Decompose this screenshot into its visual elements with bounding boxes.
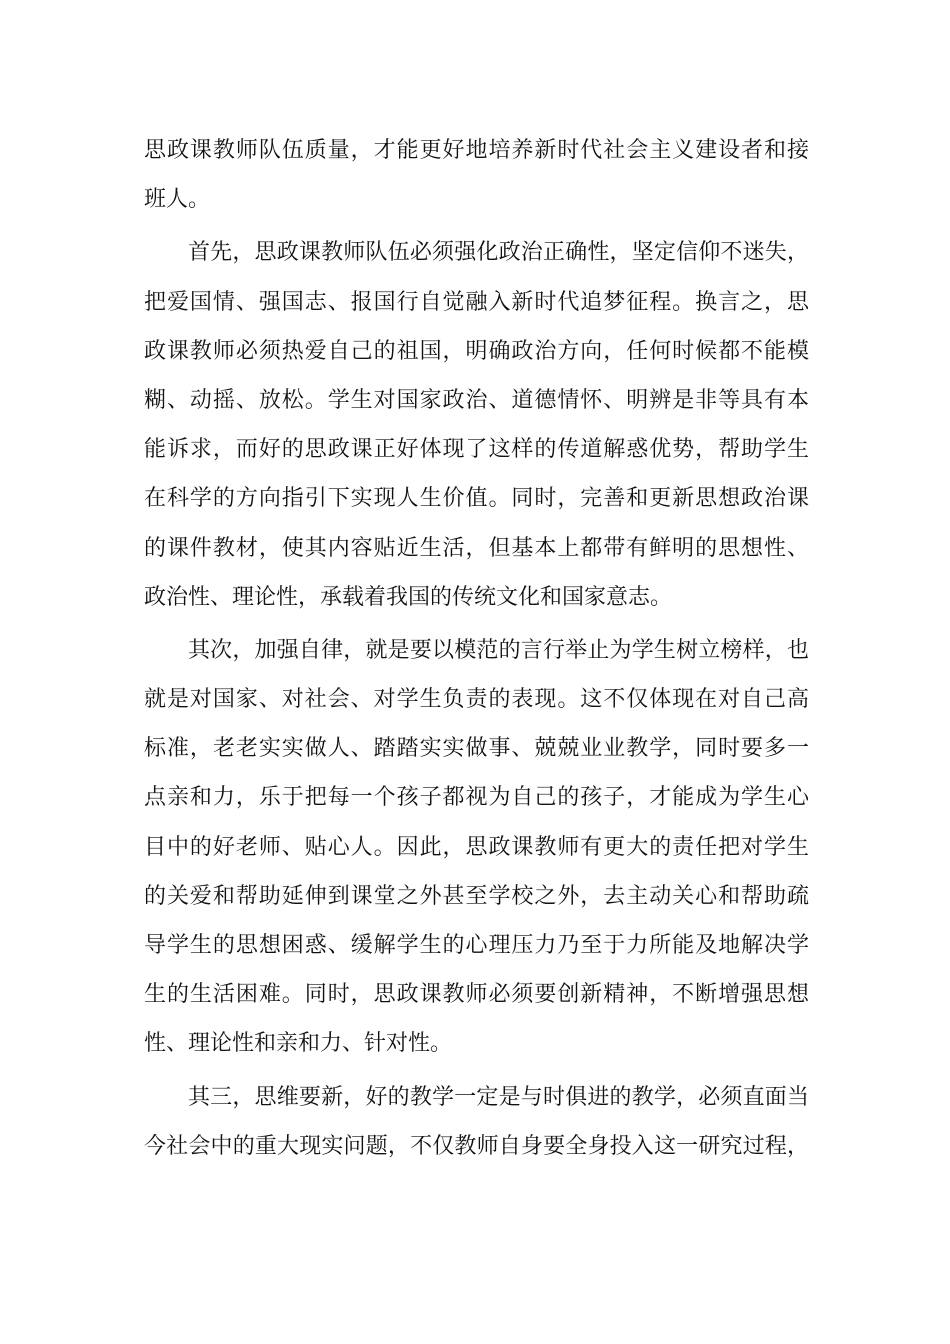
text-line: 点亲和力，乐于把每一个孩子都视为自己的孩子，才能成为学生心: [144, 785, 809, 811]
text-line: 性、理论性和亲和力、针对性。: [144, 1031, 453, 1057]
text-line: 糊、动摇、放松。学生对国家政治、道德情怀、明辨是非等具有本: [144, 387, 809, 413]
paragraph: [144, 126, 809, 224]
text-line: 首先，思政课教师队伍必须强化政治正确性，坚定信仰不迷失，: [188, 240, 809, 266]
text-line: 思政课教师队伍质量，才能更好地培养新时代社会主义建设者和接: [144, 138, 809, 163]
text-line: 目中的好老师、贴心人。因此，思政课教师有更大的责任把对学生: [144, 834, 809, 860]
text-line: 今社会中的重大现实问题，不仅教师自身要全身投入这一研究过程，: [144, 1133, 809, 1159]
text-line: 就是对国家、对社会、对学生负责的表现。这不仅体现在对自己高: [144, 687, 809, 713]
text-line: 的课件教材，使其内容贴近生活，但基本上都带有鲜明的思想性、: [144, 535, 809, 561]
paragraph: [144, 626, 809, 1069]
text-line: 班人。: [144, 187, 211, 213]
paragraph: [144, 1073, 809, 1171]
text-line: 政课教师必须热爱自己的祖国，明确政治方向，任何时候都不能模: [144, 338, 809, 364]
paragraph: [144, 228, 809, 622]
text-line: 把爱国情、强国志、报国行自觉融入新时代追梦征程。换言之，思: [144, 289, 809, 315]
text-line: 标准，老老实实做人、踏踏实实做事、兢兢业业教学，同时要多一: [144, 736, 809, 762]
text-line: 导学生的思想困惑、缓解学生的心理压力乃至于力所能及地解决学: [144, 933, 809, 958]
body-text: [144, 126, 809, 1171]
text-line: 其次，加强自律，就是要以模范的言行举止为学生树立榜样，也: [188, 637, 809, 663]
text-line: 政治性、理论性，承载着我国的传统文化和国家意志。: [144, 584, 673, 610]
text-line: 生的生活困难。同时，思政课教师必须要创新精神，不断增强思想: [144, 982, 809, 1008]
text-line: 其三，思维要新，好的教学一定是与时俱进的教学，必须直面当: [188, 1084, 809, 1110]
text-line: 能诉求，而好的思政课正好体现了这样的传道解惑优势，帮助学生: [144, 437, 809, 463]
text-line: 在科学的方向指引下实现人生价值。同时，完善和更新思想政治课: [144, 486, 809, 512]
text-line: 的关爱和帮助延伸到课堂之外甚至学校之外，去主动关心和帮助疏: [144, 883, 809, 909]
